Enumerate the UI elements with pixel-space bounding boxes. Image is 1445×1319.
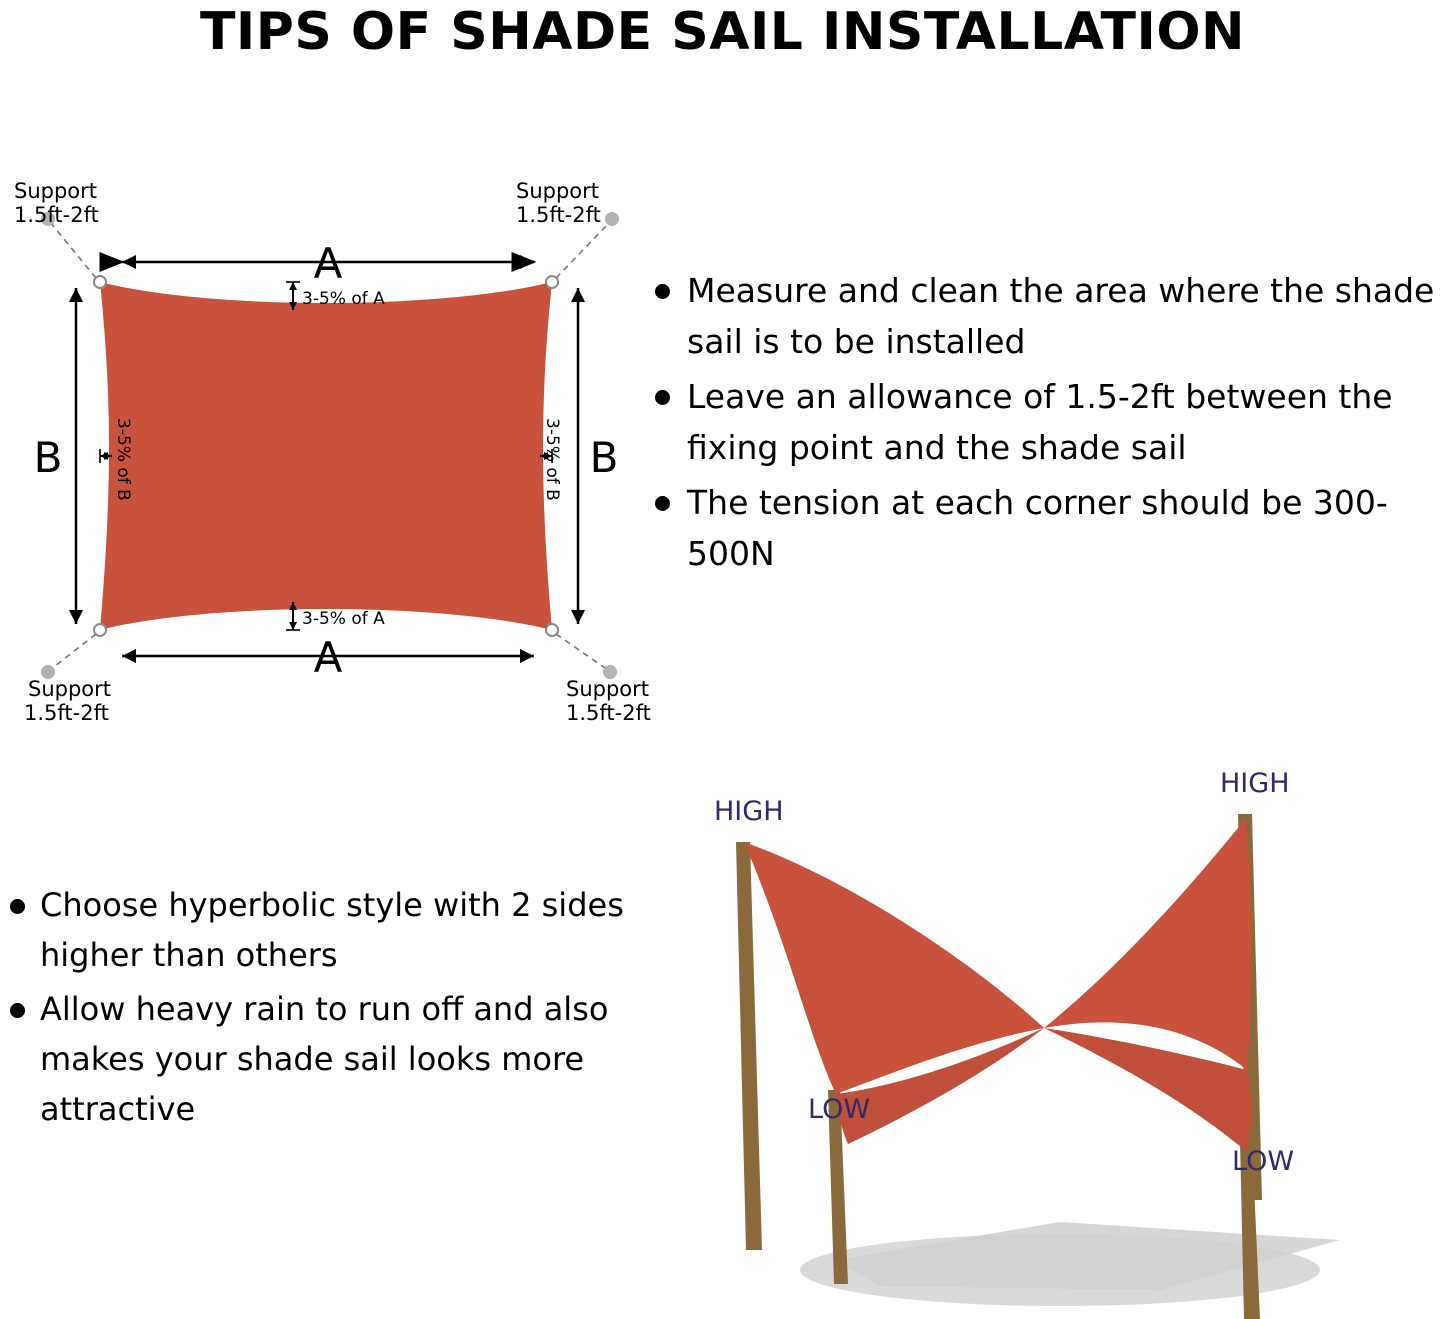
list-item: Choose hyperbolic style with 2 sides higher than others [0,880,630,980]
support-label-top-left-line2: 1.5ft-2ft [14,203,99,227]
support-line [556,222,610,278]
label-high-right: HIGH [1220,770,1290,799]
dimension-label-top-A: A [313,239,343,288]
curve-note-top: 3-5% of A [302,289,385,309]
label-high-left: HIGH [714,796,784,827]
pole-high-left [736,842,762,1250]
support-label-top-right-line2: 1.5ft-2ft [516,203,601,227]
support-label-bottom-left-line1: Support [28,677,112,701]
dimension-label-right-B: B [589,433,619,482]
support-line [50,634,96,670]
page-title: TIPS OF SHADE SAIL INSTALLATION [199,2,1246,62]
support-label-bottom-right-line1: Support [566,677,650,701]
list-item: Leave an allowance of 1.5-2ft between the fixing point and the shade sail [645,371,1445,473]
support-line [50,222,96,278]
tips-bottom-list [0,880,630,1138]
curve-note-bottom: 3-5% of A [302,609,385,629]
curve-note-left: 3-5% of B [113,418,133,501]
sail-lobe-upper-right [1044,818,1251,1070]
dimension-label-bottom-A: A [313,633,343,682]
curve-note-right: 3-5% of B [542,418,562,501]
support-label-top-right-line1: Support [516,179,600,203]
label-low-right: LOW [1232,1146,1295,1177]
rectangle-sail-diagram [0,160,660,730]
hyperbolic-sail-diagram [640,770,1445,1319]
support-label-bottom-right-line2: 1.5ft-2ft [566,701,651,725]
support-label-bottom-left-line2: 1.5ft-2ft [24,701,109,725]
support-label-top-left-line1: Support [14,179,98,203]
dimension-label-left-B: B [33,433,63,482]
support-point [605,212,619,226]
list-item: The tension at each corner should be 300-500N [645,477,1445,579]
label-low-left: LOW [808,1094,871,1125]
support-line [556,634,608,670]
tips-top-list [645,265,1445,583]
list-item: Measure and clean the area where the shade sail is to be installed [645,265,1445,367]
sail-shape [100,282,552,630]
list-item: Allow heavy rain to run off and also makes your shade sail looks more attractive [0,984,630,1134]
